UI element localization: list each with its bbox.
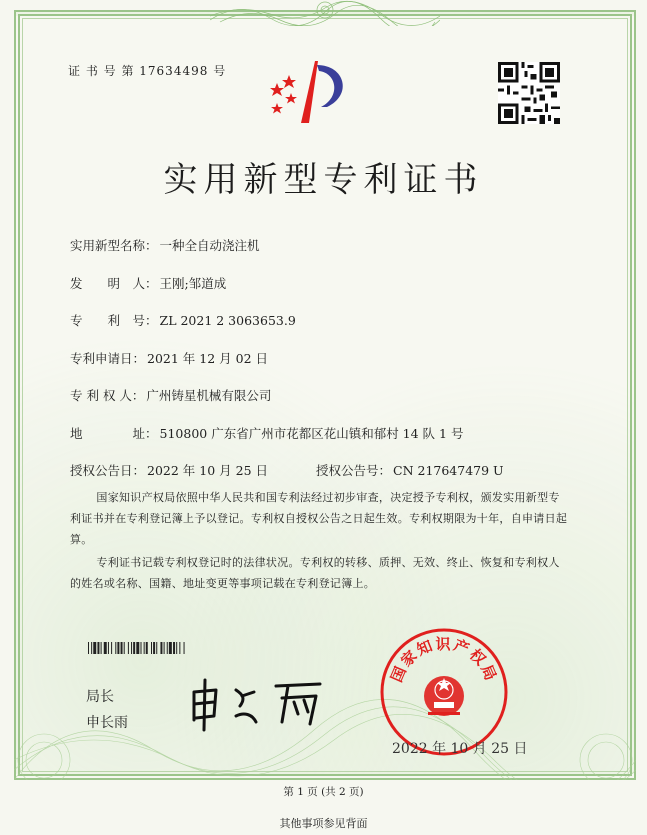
grant-number-field <box>316 461 504 479</box>
certificate-number-suffix: 号 <box>213 64 227 78</box>
grant-number-label: 授权公告号： <box>316 463 392 478</box>
grant-date-value: 2022 年 10 月 25 日 <box>147 463 269 478</box>
patentee-value: 广州铸星机械有限公司 <box>146 388 272 403</box>
patent-number-field <box>70 311 296 329</box>
qr-code <box>498 62 560 124</box>
body-paragraph-2: 专利证书记载专利权登记时的法律状况。专利权的转移、质押、无效、终止、恢复和专利权人的姓名或名称、国籍、地址变更等事项记载在专利登记簿上。 <box>70 556 560 590</box>
grant-number-value: CN 217647479 U <box>393 463 504 478</box>
application-date-label: 专利申请日： <box>70 351 146 366</box>
address-field <box>70 424 463 442</box>
address-value: 510800 广东省广州市花都区花山镇和郁村 14 队 1 号 <box>159 426 464 441</box>
certificate-number-value: 17634498 <box>139 64 209 78</box>
patent-number-value: ZL 2021 2 3063653.9 <box>159 313 296 328</box>
cnipa-logo-icon <box>265 55 360 130</box>
seal-date: 2022 年 10 月 25 日 <box>392 741 528 757</box>
barcode <box>88 642 274 654</box>
certificate-title: 实用新型专利证书 <box>163 160 484 200</box>
patentee-field <box>70 386 271 404</box>
application-date-field <box>70 349 268 367</box>
address-label: 地 址： <box>70 426 158 441</box>
top-ornament <box>210 0 440 26</box>
page-number: 第 1 页 (共 2 页) <box>283 786 364 798</box>
director-signature <box>180 672 330 732</box>
patentee-label: 专 利 权 人： <box>70 388 145 403</box>
certificate-number <box>68 62 226 79</box>
application-date-value: 2021 年 12 月 02 日 <box>147 351 269 366</box>
utility-model-name-field <box>70 236 260 254</box>
inventor-label: 发 明 人： <box>70 276 158 291</box>
director-name: 申长雨 <box>86 715 128 731</box>
patent-number-label: 专 利 号： <box>70 313 158 328</box>
grant-date-field <box>70 461 268 479</box>
utility-model-name-label: 实用新型名称： <box>70 238 158 253</box>
body-paragraph-1: 国家知识产权局依照中华人民共和国专利法经过初步审查，决定授予专利权，颁发实用新型专利证书并在专利登记簿上予以登记。专利权自授权公告之日起生效。专利权期限为十年，自申请日起算。 <box>70 491 568 546</box>
utility-model-name-value: 一种全自动浇注机 <box>159 238 260 253</box>
director-title: 局长 <box>86 689 114 705</box>
footer-note: 其他事项参见背面 <box>279 817 368 830</box>
certificate-number-label: 证 书 号 第 <box>68 64 135 78</box>
inventor-field <box>70 274 226 292</box>
svg-text:国家知识产权局: 国家知识产权局 <box>387 634 501 685</box>
grant-date-label: 授权公告日： <box>70 463 146 478</box>
inventor-value: 王刚;邹道成 <box>159 276 227 291</box>
